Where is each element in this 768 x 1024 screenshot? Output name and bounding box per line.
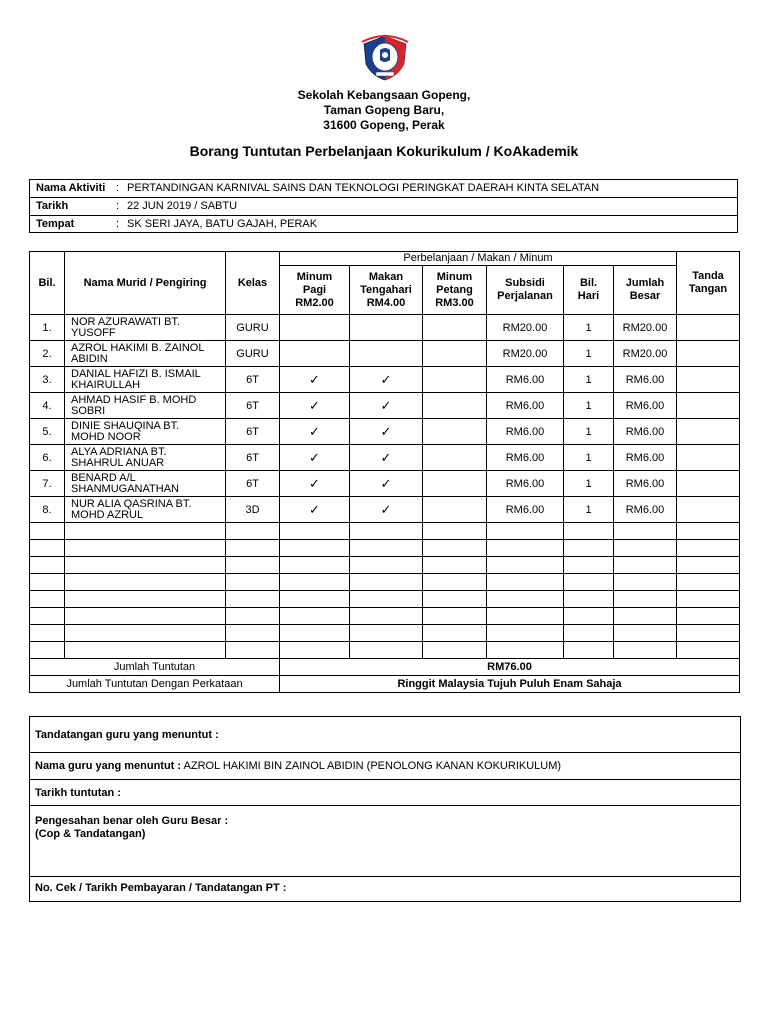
claims-table	[29, 251, 740, 693]
row-name-line: MOHD AZRUL	[71, 508, 144, 521]
empty-cell	[677, 523, 740, 540]
row-makan-tengahari: ✓	[350, 497, 423, 523]
row-kelas: 6T	[226, 367, 280, 393]
empty-cell	[350, 591, 423, 608]
row-kelas: 6T	[226, 419, 280, 445]
table-row	[30, 393, 740, 419]
header-bil: Bil.	[30, 252, 65, 315]
header-minum-petang-text: Minum Petang RM3.00	[435, 270, 474, 309]
empty-cell	[423, 540, 487, 557]
empty-cell	[350, 608, 423, 625]
empty-cell	[226, 540, 280, 557]
header-minum-pagi-text: Minum Pagi RM2.00	[295, 270, 334, 309]
place-label: Tempat	[36, 218, 75, 230]
row-hari: 1	[564, 419, 614, 445]
empty-cell	[614, 642, 677, 659]
row-name-line: DANIAL HAFIZI B. ISMAIL	[71, 367, 201, 380]
table-row	[30, 419, 740, 445]
empty-cell	[614, 574, 677, 591]
empty-cell	[30, 574, 65, 591]
header-jumlah	[614, 266, 677, 315]
header-subsidi-text: Subsidi Perjalanan	[497, 277, 553, 302]
row-minum-pagi	[280, 341, 350, 367]
empty-cell	[226, 642, 280, 659]
row-minum-petang	[423, 367, 487, 393]
row-name-line: NUR ALIA QASRINA BT.	[71, 497, 192, 510]
header-expense-group: Perbelanjaan / Makan / Minum	[280, 252, 677, 266]
divider	[29, 779, 741, 780]
empty-cell	[30, 642, 65, 659]
empty-cell	[65, 591, 226, 608]
empty-cell	[65, 608, 226, 625]
row-jumlah: RM6.00	[614, 445, 677, 471]
date-row	[29, 197, 738, 215]
row-name	[65, 419, 226, 445]
row-bil: 1.	[30, 315, 65, 341]
empty-cell	[487, 591, 564, 608]
table-row	[30, 315, 740, 341]
row-bil: 6.	[30, 445, 65, 471]
header-jumlah-text: Jumlah Besar	[625, 277, 665, 302]
colon: :	[116, 182, 120, 194]
teacher-signature-label: Tandatangan guru yang menuntut :	[35, 729, 219, 741]
row-tanda-tangan	[677, 445, 740, 471]
row-kelas: 3D	[226, 497, 280, 523]
row-minum-petang	[423, 393, 487, 419]
table-row	[30, 445, 740, 471]
row-bil: 7.	[30, 471, 65, 497]
row-name-line: SHAHRUL ANUAR	[71, 456, 165, 469]
row-subsidi: RM6.00	[487, 419, 564, 445]
row-subsidi: RM6.00	[487, 367, 564, 393]
row-jumlah: RM6.00	[614, 419, 677, 445]
row-name-line: ABIDIN	[71, 352, 108, 365]
row-makan-tengahari: ✓	[350, 419, 423, 445]
school-address-line: Taman Gopeng Baru,	[323, 103, 445, 117]
row-minum-petang	[423, 419, 487, 445]
row-hari: 1	[564, 445, 614, 471]
row-bil: 8.	[30, 497, 65, 523]
empty-cell	[487, 608, 564, 625]
row-minum-petang	[423, 471, 487, 497]
activity-label: Nama Aktiviti	[36, 182, 106, 194]
empty-cell	[350, 574, 423, 591]
table-row	[30, 341, 740, 367]
activity-row	[29, 179, 738, 197]
empty-cell	[614, 557, 677, 574]
row-minum-pagi	[280, 315, 350, 341]
empty-cell	[614, 625, 677, 642]
empty-cell	[226, 591, 280, 608]
empty-cell	[423, 574, 487, 591]
row-bil: 3.	[30, 367, 65, 393]
form-title: Borang Tuntutan Perbelanjaan Kokurikulum / KoAkademik	[189, 143, 579, 159]
row-kelas: 6T	[226, 445, 280, 471]
empty-cell	[226, 625, 280, 642]
teacher-name-value: AZROL HAKIMI BIN ZAINOL ABIDIN (PENOLONG KANAN KOKURIKULUM)	[183, 760, 562, 772]
empty-cell	[677, 608, 740, 625]
row-name-line: SHANMUGANATHAN	[71, 482, 179, 495]
empty-cell	[487, 642, 564, 659]
header-nama: Nama Murid / Pengiring	[65, 252, 226, 315]
empty-cell	[280, 540, 350, 557]
row-tanda-tangan	[677, 471, 740, 497]
table-row	[30, 367, 740, 393]
empty-cell	[564, 557, 614, 574]
signoff-box	[29, 716, 741, 902]
total-words-value: Ringgit Malaysia Tujuh Puluh Enam Sahaja	[280, 676, 740, 693]
row-name	[65, 471, 226, 497]
row-makan-tengahari: ✓	[350, 471, 423, 497]
row-kelas: GURU	[226, 341, 280, 367]
headmaster-verify-label: Pengesahan benar oleh Guru Besar :	[35, 815, 229, 827]
row-name	[65, 393, 226, 419]
empty-cell	[350, 625, 423, 642]
header-tanda-text: Tanda Tangan	[688, 270, 728, 295]
empty-cell	[30, 523, 65, 540]
empty-cell	[226, 523, 280, 540]
row-minum-pagi: ✓	[280, 367, 350, 393]
empty-cell	[564, 625, 614, 642]
place-value: SK SERI JAYA, BATU GAJAH, PERAK	[127, 218, 318, 230]
row-jumlah: RM6.00	[614, 393, 677, 419]
empty-cell	[280, 591, 350, 608]
empty-cell	[280, 557, 350, 574]
empty-table-row	[30, 608, 740, 625]
empty-cell	[487, 540, 564, 557]
row-name	[65, 497, 226, 523]
row-name	[65, 315, 226, 341]
row-name-line: SOBRI	[71, 404, 106, 417]
empty-cell	[564, 574, 614, 591]
empty-cell	[280, 625, 350, 642]
empty-cell	[350, 523, 423, 540]
header-tanda	[677, 252, 740, 315]
claim-date-label: Tarikh tuntutan :	[35, 787, 121, 799]
row-name-line: AZROL HAKIMI B. ZAINOL	[71, 341, 205, 354]
empty-cell	[487, 625, 564, 642]
empty-cell	[65, 557, 226, 574]
school-name: Sekolah Kebangsaan Gopeng,	[297, 88, 471, 102]
row-jumlah: RM6.00	[614, 497, 677, 523]
row-tanda-tangan	[677, 315, 740, 341]
row-makan-tengahari: ✓	[350, 367, 423, 393]
header-hari-text: Bil. Hari	[577, 277, 600, 302]
empty-cell	[280, 608, 350, 625]
empty-cell	[280, 642, 350, 659]
empty-cell	[487, 557, 564, 574]
row-minum-petang	[423, 341, 487, 367]
header-makan-tengahari-text: Makan Tengahari RM4.00	[360, 270, 412, 309]
empty-cell	[677, 642, 740, 659]
row-jumlah: RM6.00	[614, 471, 677, 497]
header-kelas: Kelas	[226, 252, 280, 315]
empty-table-row	[30, 557, 740, 574]
empty-cell	[614, 540, 677, 557]
row-tanda-tangan	[677, 341, 740, 367]
empty-cell	[614, 591, 677, 608]
empty-cell	[226, 574, 280, 591]
empty-table-row	[30, 540, 740, 557]
total-value: RM76.00	[280, 659, 740, 676]
empty-cell	[423, 642, 487, 659]
row-kelas: 6T	[226, 393, 280, 419]
empty-cell	[564, 591, 614, 608]
empty-table-row	[30, 523, 740, 540]
row-bil: 2.	[30, 341, 65, 367]
row-jumlah: RM6.00	[614, 367, 677, 393]
date-value: 22 JUN 2019 / SABTU	[127, 200, 238, 212]
row-minum-pagi: ✓	[280, 471, 350, 497]
teacher-name-label: Nama guru yang menuntut :	[35, 760, 182, 772]
empty-cell	[280, 574, 350, 591]
row-name-line: ALYA ADRIANA BT.	[71, 445, 167, 458]
empty-cell	[677, 591, 740, 608]
empty-cell	[677, 625, 740, 642]
school-postcode-line: 31600 Gopeng, Perak	[323, 118, 445, 132]
row-bil: 4.	[30, 393, 65, 419]
row-name-line: NOR AZURAWATI BT.	[71, 315, 180, 328]
school-logo	[358, 30, 412, 82]
empty-cell	[423, 523, 487, 540]
empty-cell	[350, 642, 423, 659]
row-bil: 5.	[30, 419, 65, 445]
row-minum-petang	[423, 497, 487, 523]
empty-cell	[65, 574, 226, 591]
empty-cell	[564, 642, 614, 659]
place-row	[29, 215, 738, 233]
empty-cell	[30, 608, 65, 625]
empty-table-row	[30, 591, 740, 608]
colon: :	[116, 200, 120, 212]
row-tanda-tangan	[677, 367, 740, 393]
empty-table-row	[30, 642, 740, 659]
row-name-line: DINIE SHAUQINA BT.	[71, 419, 180, 432]
row-name	[65, 367, 226, 393]
row-minum-pagi: ✓	[280, 393, 350, 419]
row-tanda-tangan	[677, 393, 740, 419]
row-makan-tengahari: ✓	[350, 445, 423, 471]
row-tanda-tangan	[677, 497, 740, 523]
row-subsidi: RM6.00	[487, 445, 564, 471]
empty-cell	[65, 625, 226, 642]
activity-value: PERTANDINGAN KARNIVAL SAINS DAN TEKNOLOGI PERINGKAT DAERAH KINTA SELATAN	[127, 182, 600, 194]
empty-table-row	[30, 625, 740, 642]
empty-cell	[677, 540, 740, 557]
row-hari: 1	[564, 471, 614, 497]
row-subsidi: RM6.00	[487, 471, 564, 497]
row-makan-tengahari	[350, 341, 423, 367]
header-minum-pagi	[280, 266, 350, 315]
empty-cell	[30, 557, 65, 574]
row-name-line: AHMAD HASIF B. MOHD	[71, 393, 197, 406]
row-minum-pagi: ✓	[280, 419, 350, 445]
row-jumlah: RM20.00	[614, 315, 677, 341]
row-minum-petang	[423, 315, 487, 341]
empty-cell	[65, 523, 226, 540]
empty-cell	[226, 557, 280, 574]
header-subsidi	[487, 266, 564, 315]
empty-cell	[564, 523, 614, 540]
empty-cell	[564, 540, 614, 557]
row-subsidi: RM20.00	[487, 315, 564, 341]
colon: :	[116, 218, 120, 230]
row-subsidi: RM20.00	[487, 341, 564, 367]
empty-cell	[280, 523, 350, 540]
date-label: Tarikh	[36, 200, 69, 212]
total-label: Jumlah Tuntutan	[30, 659, 280, 676]
row-name	[65, 341, 226, 367]
empty-cell	[30, 540, 65, 557]
empty-cell	[65, 540, 226, 557]
empty-cell	[30, 591, 65, 608]
row-name	[65, 445, 226, 471]
empty-table-row	[30, 574, 740, 591]
empty-cell	[423, 591, 487, 608]
row-minum-pagi: ✓	[280, 445, 350, 471]
empty-cell	[614, 523, 677, 540]
table-row	[30, 497, 740, 523]
row-hari: 1	[564, 393, 614, 419]
header-minum-petang	[423, 266, 487, 315]
row-hari: 1	[564, 315, 614, 341]
empty-cell	[350, 540, 423, 557]
row-hari: 1	[564, 341, 614, 367]
divider	[29, 876, 741, 877]
row-kelas: GURU	[226, 315, 280, 341]
empty-cell	[487, 574, 564, 591]
total-words-label: Jumlah Tuntutan Dengan Perkataan	[30, 676, 280, 693]
header-hari	[564, 266, 614, 315]
empty-cell	[226, 608, 280, 625]
divider	[29, 752, 741, 753]
row-name-line: KHAIRULLAH	[71, 378, 141, 391]
empty-cell	[30, 625, 65, 642]
empty-cell	[65, 642, 226, 659]
row-jumlah: RM20.00	[614, 341, 677, 367]
row-name-line: YUSOFF	[71, 326, 116, 339]
empty-cell	[677, 557, 740, 574]
payment-label: No. Cek / Tarikh Pembayaran / Tandatangan PT :	[35, 882, 287, 894]
row-minum-petang	[423, 445, 487, 471]
header-makan-tengahari	[350, 266, 423, 315]
row-kelas: 6T	[226, 471, 280, 497]
row-name-line: BENARD A/L	[71, 471, 136, 484]
empty-cell	[487, 523, 564, 540]
row-tanda-tangan	[677, 419, 740, 445]
row-subsidi: RM6.00	[487, 497, 564, 523]
empty-cell	[350, 557, 423, 574]
row-name-line: MOHD NOOR	[71, 430, 141, 443]
stamp-signature-note: (Cop & Tandatangan)	[35, 828, 146, 840]
empty-cell	[614, 608, 677, 625]
empty-cell	[564, 608, 614, 625]
row-subsidi: RM6.00	[487, 393, 564, 419]
teacher-name-row	[35, 760, 561, 773]
empty-cell	[423, 557, 487, 574]
empty-cell	[677, 574, 740, 591]
row-minum-pagi: ✓	[280, 497, 350, 523]
row-makan-tengahari	[350, 315, 423, 341]
divider	[29, 805, 741, 806]
row-hari: 1	[564, 367, 614, 393]
row-hari: 1	[564, 497, 614, 523]
empty-cell	[423, 608, 487, 625]
table-row	[30, 471, 740, 497]
row-makan-tengahari: ✓	[350, 393, 423, 419]
empty-cell	[423, 625, 487, 642]
